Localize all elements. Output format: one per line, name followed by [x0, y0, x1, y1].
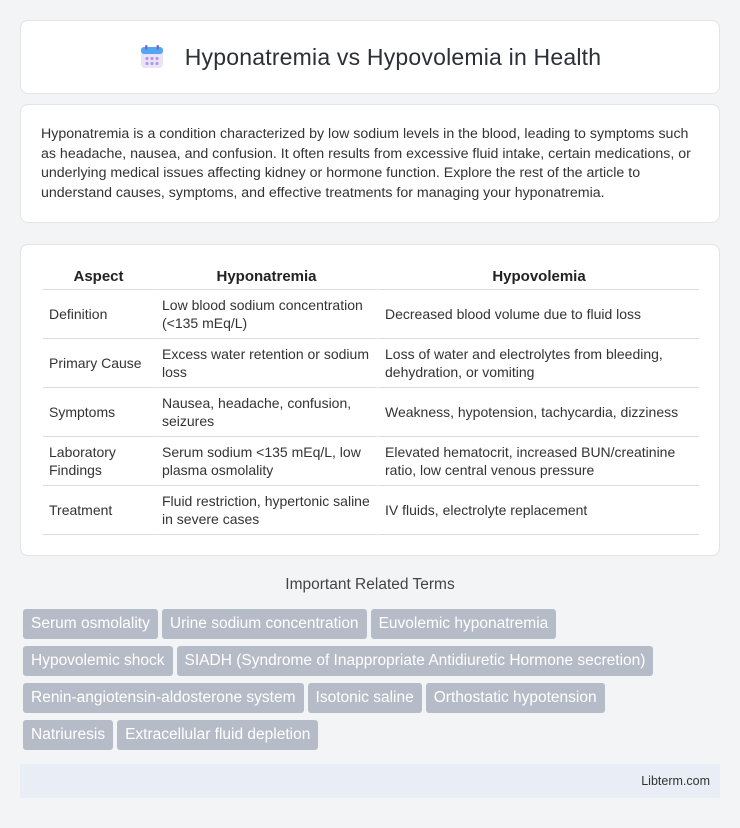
- table-cell-hypovolemia: Loss of water and electrolytes from bleeding, dehydration, or vomiting: [377, 339, 699, 388]
- table-cell-hyponatremia: Nausea, headache, confusion, seizures: [154, 388, 377, 437]
- header-hyponatremia: Hyponatremia: [154, 263, 377, 290]
- related-term-tag[interactable]: Orthostatic hypotension: [426, 683, 605, 713]
- table-cell-hyponatremia: Low blood sodium concentration (<135 mEq/L): [154, 290, 377, 339]
- table-row: [43, 339, 699, 388]
- footer-site-link[interactable]: Libterm.com: [641, 774, 710, 788]
- intro-text: Hyponatremia is a condition characterized by low sodium levels in the blood, leading to symptoms such as headache, nausea, and confusion. It often results from excessive fluid intake, certain medications, or underlying medical issues affecting kidney or hormone function. Explore the rest of the article to understand causes, symptoms, and effective treatments for managing your hyponatremia.: [41, 126, 691, 201]
- table-cell-hypovolemia: Elevated hematocrit, increased BUN/creatinine ratio, low central venous pressure: [377, 437, 699, 486]
- table-cell-hypovolemia: IV fluids, electrolyte replacement: [377, 486, 699, 535]
- table-cell-aspect: Primary Cause: [43, 339, 154, 388]
- table-row: [43, 388, 699, 437]
- comparison-card: [20, 244, 720, 556]
- related-term-tag[interactable]: Extracellular fluid depletion: [117, 720, 318, 750]
- related-term-tag[interactable]: Urine sodium concentration: [162, 609, 367, 639]
- related-term-tag[interactable]: Renin-angiotensin-aldosterone system: [23, 683, 304, 713]
- related-term-tag[interactable]: Hypovolemic shock: [23, 646, 173, 676]
- table-cell-hyponatremia: Fluid restriction, hypertonic saline in severe cases: [154, 486, 377, 535]
- related-terms-list: [23, 609, 723, 757]
- related-term-tag[interactable]: Natriuresis: [23, 720, 113, 750]
- table-cell-hypovolemia: Decreased blood volume due to fluid loss: [377, 290, 699, 339]
- comparison-table: [43, 263, 699, 535]
- related-term-tag[interactable]: SIADH (Syndrome of Inappropriate Antidiuretic Hormone secretion): [177, 646, 654, 676]
- related-term-tag[interactable]: Euvolemic hyponatremia: [371, 609, 557, 639]
- table-cell-aspect: Laboratory Findings: [43, 437, 154, 486]
- table-cell-aspect: Definition: [43, 290, 154, 339]
- header-aspect: Aspect: [43, 263, 154, 290]
- table-cell-hypovolemia: Weakness, hypotension, tachycardia, dizziness: [377, 388, 699, 437]
- table-header-row: [43, 263, 699, 290]
- table-row: [43, 290, 699, 339]
- footer: [20, 764, 720, 798]
- header-card: [20, 20, 720, 94]
- calendar-icon: [139, 44, 165, 70]
- page-title: Hyponatremia vs Hypovolemia in Health: [184, 43, 602, 70]
- intro-card: [20, 104, 720, 223]
- table-cell-aspect: Symptoms: [43, 388, 154, 437]
- table-row: [43, 486, 699, 535]
- related-term-tag[interactable]: Isotonic saline: [308, 683, 422, 713]
- table-row: [43, 437, 699, 486]
- related-term-tag[interactable]: Serum osmolality: [23, 609, 158, 639]
- table-cell-aspect: Treatment: [43, 486, 154, 535]
- table-cell-hyponatremia: Serum sodium <135 mEq/L, low plasma osmolality: [154, 437, 377, 486]
- table-cell-hyponatremia: Excess water retention or sodium loss: [154, 339, 377, 388]
- header-hypovolemia: Hypovolemia: [377, 263, 699, 290]
- related-terms-title: Important Related Terms: [285, 576, 455, 593]
